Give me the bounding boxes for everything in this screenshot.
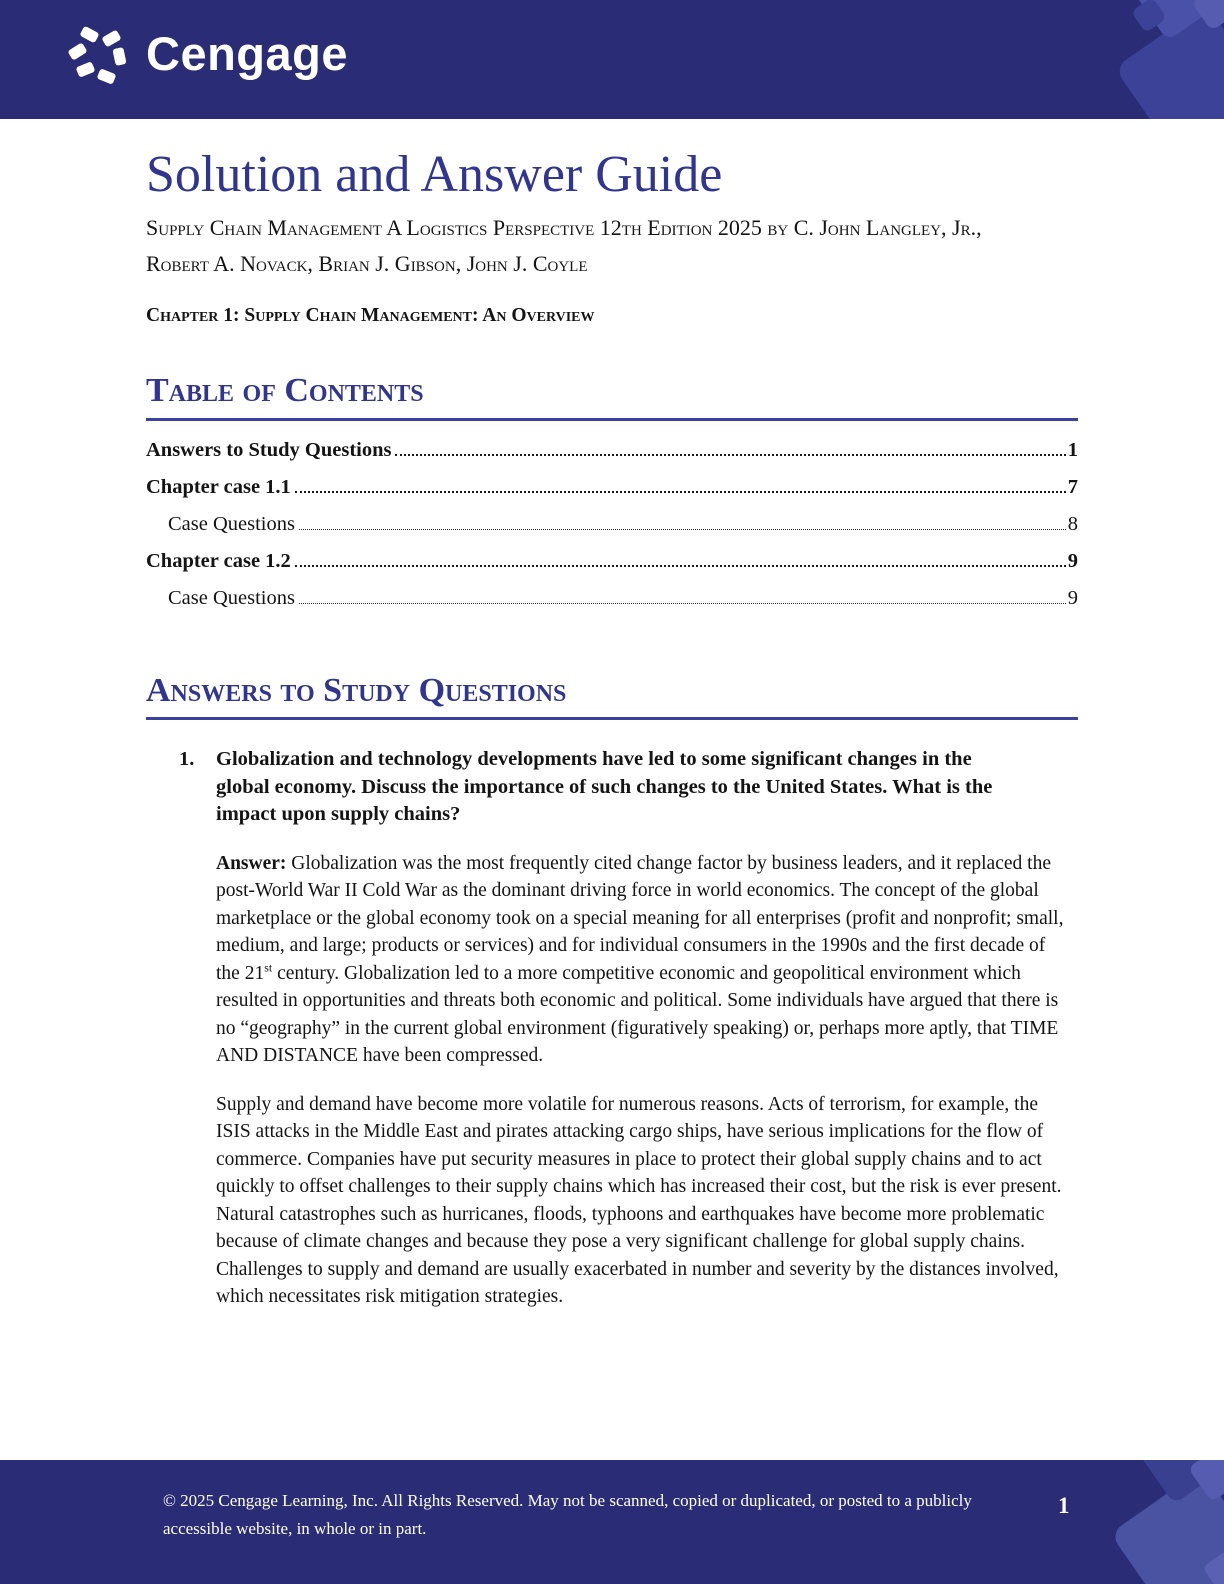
answer-text: century. Globalization led to a more competitive economic and geopolitical environment which resulted in opportunities and threats both economic and political. Some individuals have argued that there is no “geography” in the current global environment (figuratively speaking) or, perhaps more aptly, that TIME AND DISTANCE have been compressed. [216, 962, 1059, 1067]
ordinal-superscript: st [264, 960, 273, 975]
toc-entry-label: Answers to Study Questions [146, 438, 392, 461]
toc-page-number: 1 [1067, 438, 1078, 461]
logo-petal [97, 68, 117, 85]
toc-heading: Table of Contents [146, 372, 424, 409]
answer-label: Answer: [216, 852, 287, 874]
toc-heading-block [146, 373, 1078, 421]
answers-section-heading: Answers to Study Questions [146, 671, 567, 709]
toc-entry-label: Chapter case 1.1 [146, 475, 291, 498]
copyright-notice [163, 1487, 973, 1543]
chapter-heading: Chapter 1: Supply Chain Management: An Overview [146, 305, 595, 326]
toc-entry-case-questions-2[interactable] [146, 587, 1078, 609]
table-of-contents [146, 439, 1078, 609]
document-body [146, 119, 1078, 1311]
toc-entry-label: Case Questions [168, 586, 295, 609]
document-title: Solution and Answer Guide [146, 146, 723, 203]
toc-dot-leader [295, 565, 1066, 567]
logo-petal [67, 42, 87, 60]
logo-petal [79, 26, 99, 44]
toc-entry-label: Chapter case 1.2 [146, 549, 291, 572]
brand-wordmark: Cengage [146, 27, 348, 80]
page-header-band [0, 0, 1224, 119]
copyright-line-2: accessible website, in whole or in part. [163, 1519, 427, 1538]
page-footer-band [0, 1460, 1224, 1584]
logo-petal [101, 29, 121, 47]
toc-page-number: 7 [1067, 475, 1078, 498]
logo-petal [76, 61, 96, 78]
question-number: 1. [179, 748, 195, 771]
toc-dot-leader [395, 454, 1065, 456]
study-question-1 [146, 746, 1078, 829]
toc-dot-leader [299, 529, 1066, 530]
toc-dot-leader [299, 603, 1066, 604]
answer-text: Globalization was the most frequently cited change factor by business leaders, and it replaced the post-World War II Cold War as the dominant driving force in world economics. The concept of the global marketplace or the global economy took on a special meaning for all enterprises (profit and nonprofit; small, medium, and large; products or services) and for individual consumers in the 1990s and the first decade of the 21 [216, 852, 1064, 984]
document-subtitle: Supply Chain Management A Logistics Perspective 12th Edition 2025 by C. John Langley, Jr., Robert A. Novack, Brian J. Gibson, John J. Coyle [146, 215, 982, 276]
toc-dot-leader [295, 491, 1066, 493]
toc-entry-case-questions-1[interactable] [146, 513, 1078, 535]
toc-entry-chapter-case-1-1[interactable] [146, 476, 1078, 498]
answer-paragraph-1 [216, 850, 1072, 1070]
cengage-logo-icon [66, 24, 130, 92]
toc-page-number: 9 [1067, 586, 1078, 609]
answers-section-heading-block [146, 673, 1078, 721]
question-text: Globalization and technology developments have led to some significant changes in the global economy. Discuss the importance of such changes to the United States. What is the impact upon supply chains? [216, 748, 993, 826]
toc-entry-answers-to-study-questions[interactable] [146, 439, 1078, 461]
toc-page-number: 8 [1067, 512, 1078, 535]
toc-entry-label: Case Questions [168, 512, 295, 535]
logo-petal [112, 47, 126, 66]
toc-entry-chapter-case-1-2[interactable] [146, 550, 1078, 572]
copyright-line-1: © 2025 Cengage Learning, Inc. All Rights Reserved. May not be scanned, copied or duplicated, or posted to a publicly [163, 1491, 972, 1510]
page-number: 1 [1058, 1493, 1070, 1518]
toc-page-number: 9 [1067, 549, 1078, 572]
answer-paragraph-2: Supply and demand have become more volatile for numerous reasons. Acts of terrorism, for example, the ISIS attacks in the Middle East and pirates attacking cargo ships, have serious implications for the flow of commerce. Companies have put security measures in place to protect their global supply chains and to act quickly to offset challenges to their supply chains which has increased their cost, but the risk is ever present. Natural catastrophes such as hurricanes, floods, typhoons and earthquakes have become more problematic because of climate changes and because they pose a very significant challenge for global supply chains. Challenges to supply and demand are usually exacerbated in number and severity by the distances involved, which necessitates risk mitigation strategies. [216, 1093, 1062, 1308]
